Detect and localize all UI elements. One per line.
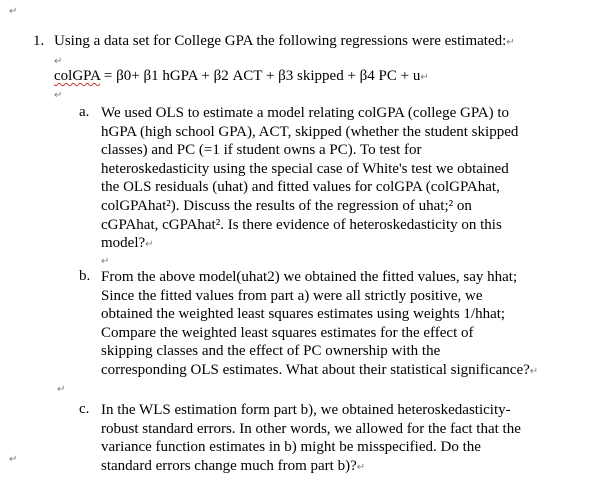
part-c-label: c. (79, 401, 90, 417)
part-b-text (101, 268, 571, 382)
question-intro: Using a data set for College GPA the following regressions were estimated:↵ (54, 33, 515, 49)
part-b-label: b. (79, 268, 91, 284)
text-line: cGPAhat, cGPAhat². Is there evidence of heteroskedasticity on this (101, 216, 502, 233)
regression-equation (54, 68, 429, 85)
text-line: model?↵ (101, 235, 154, 252)
text-line: heteroskedasticity using the special case of White's test we obtained (101, 160, 509, 177)
text-line: hGPA (high school GPA), ACT, skipped (whether the student skipped (101, 123, 519, 140)
part-c-text (101, 401, 571, 477)
text-line: obtained the weighted least squares estimates using weights 1/hhat; (101, 306, 506, 323)
return-mark-icon: ↵ (54, 90, 63, 101)
equation-lhs: colGPA (54, 68, 101, 84)
text-line: From the above model(uhat2) we obtained the fitted values, say hhat; (101, 269, 518, 285)
equation-rhs: = β0+ β1 hGPA + β2 ACT + β3 skipped + β4 PC + u (103, 68, 421, 84)
part-a-label: a. (79, 104, 90, 120)
return-mark-icon: ↵ (101, 256, 110, 267)
text-line: We used OLS to estimate a model relating colGPA (college GPA) to (101, 105, 510, 121)
return-mark-icon: ↵ (529, 365, 539, 377)
text-line: variance function estimates in b) might be misspecified. Do the (101, 439, 481, 456)
text-line: colGPAhat²). Discuss the results of the regression of uhat;² on (101, 197, 472, 214)
return-mark-icon: ↵ (9, 6, 18, 17)
text-line: classes) and PC (=1 if student owns a PC). To test for (101, 142, 422, 159)
return-mark-icon: ↵ (356, 461, 366, 473)
return-mark-icon: ↵ (420, 72, 429, 83)
text-line: standard errors change much from part b)?↵ (101, 457, 366, 474)
text-line: the OLS residuals (uhat) and fitted values for colGPA (colGPAhat, (101, 179, 500, 196)
text-line: skipping classes and the effect of PC ownership with the (101, 343, 441, 360)
return-mark-icon: ↵ (57, 384, 66, 395)
text-line: Since the fitted values from part a) were all strictly positive, we (101, 287, 483, 304)
return-mark-icon: ↵ (145, 239, 154, 251)
text-line: Compare the weighted least squares estimates for the effect of (101, 324, 474, 341)
return-mark-icon: ↵ (506, 37, 515, 48)
text-line: robust standard errors. In other words, we allowed for the fact that the (101, 420, 521, 437)
text-line: In the WLS estimation form part b), we obtained heteroskedasticity- (101, 402, 511, 418)
part-a-text (101, 104, 571, 255)
return-mark-icon: ↵ (54, 56, 63, 67)
return-mark-icon: ↵ (9, 454, 18, 465)
text-line: corresponding OLS estimates. What about their statistical significance?↵ (101, 361, 539, 378)
question-number: 1. (33, 33, 45, 49)
